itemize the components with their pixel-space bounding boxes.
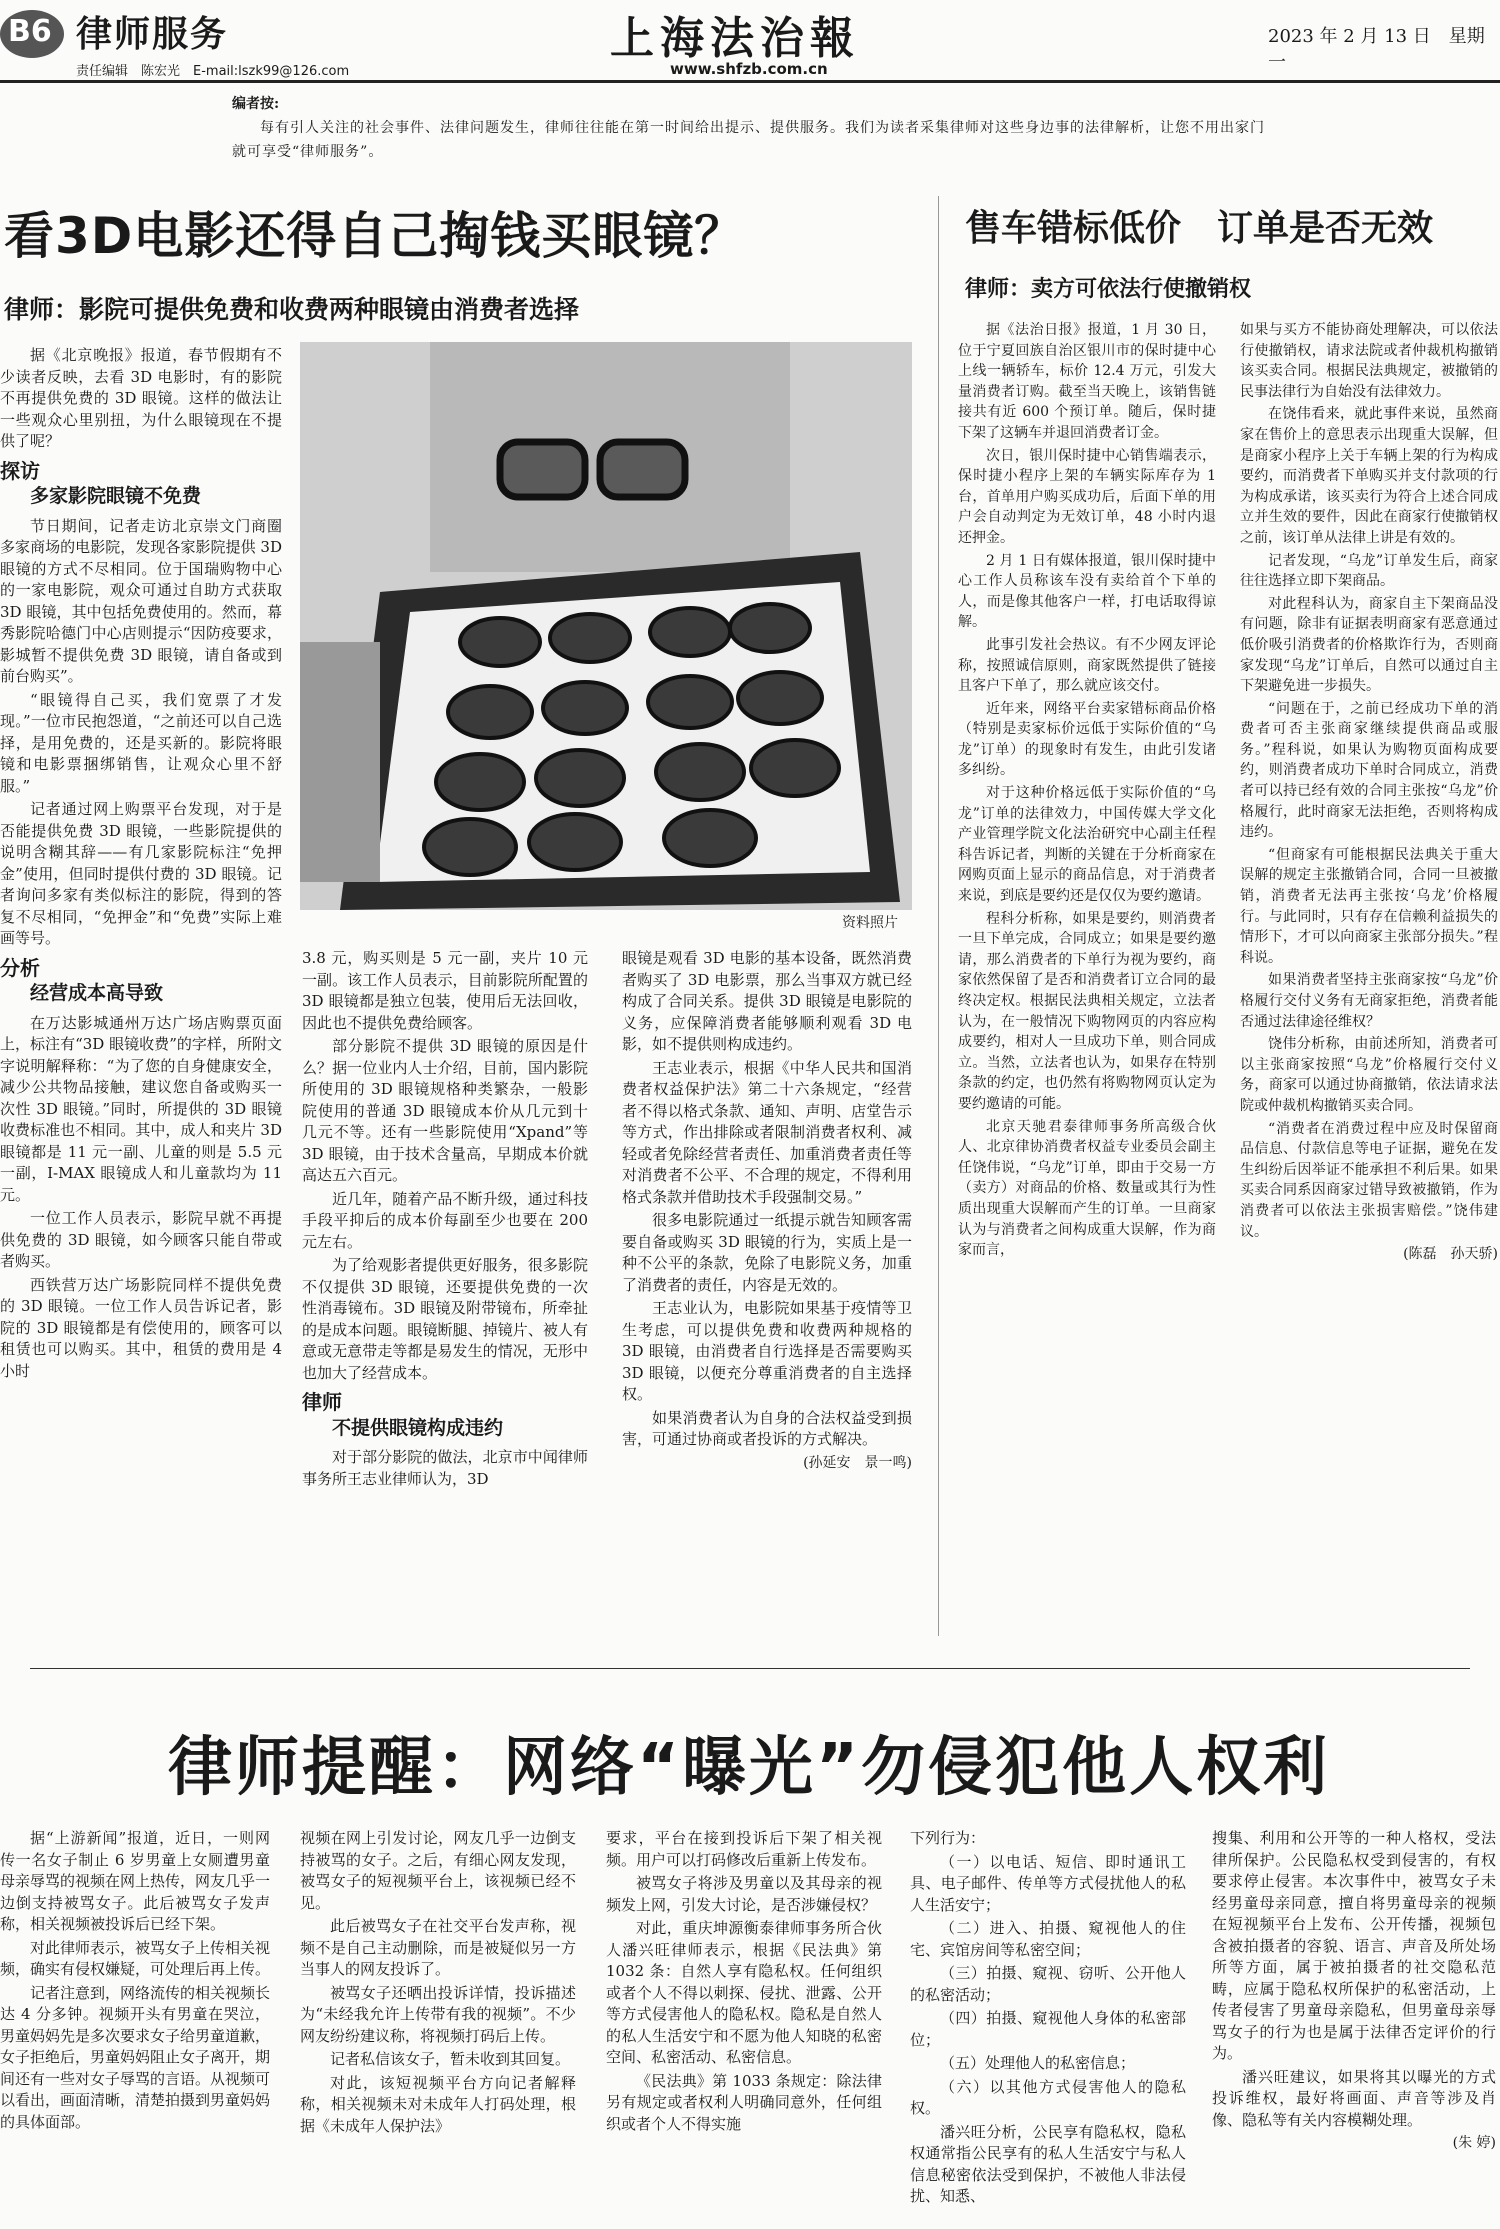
page-number: B6 (8, 14, 52, 49)
paragraph: 近几年，随着产品不断升级，通过科技手段平抑后的成本价每副至少也要在 200 元左右。 (302, 1189, 588, 1251)
paper-name: 上海法治報 (610, 13, 860, 64)
paragraph: 为了给观影者提供更好服务，很多影院不仅提供 3D 眼镜，还要提供免费的一次性消毒镜布。3D 眼镜及附带镜布，所牵扯的是成本问题。眼镜断腿、掉镜片、被人有意或无意带走等都是易发生的情况，无形中也加大了经营成本。 (302, 1256, 588, 1382)
paragraph: 被骂女子还晒出投诉详情，投诉描述为“未经我允许上传带有我的视频”。不少网友纷纷建议称，将视频打码后上传。 (300, 1983, 576, 2045)
paragraph: 在饶伟看来，就此事件来说，虽然商家在售价上的意思表示出现重大误解，但是商家小程序上关于车辆上架的行为构成要约，而消费者下单购买并支付款项的行为构成承诺，该买卖行为符合上述合同成立并生效的要件，因此在商家行使撤销权之前，该订单从法律上讲是有效的。 (1240, 406, 1498, 546)
paragraph: 视频在网上引发讨论，网友几乎一边倒支持被骂的女子。之后，有细心网友发现，被骂女子的短视频平台上，该视频已经不见。 (300, 1829, 576, 1912)
paragraph: （六）以其他方式侵害他人的隐私权。 (910, 2077, 1186, 2117)
article1-headline: 看3D电影还得自己掏钱买眼镜？ (4, 207, 746, 265)
masthead-rule (0, 80, 1500, 83)
paragraph: 潘兴旺建议，如果将其以曝光的方式投诉维权，最好将画面、声音等涉及肖像、隐私等有关内容模糊处理。 (1212, 2067, 1496, 2129)
article3-headline: 律师提醒：网络“曝光”勿侵犯他人权利 (168, 1731, 1331, 1805)
paragraph: 次日，银川保时捷中心销售端表示，保时捷小程序上架的车辆实际库存为 1 台，首单用户购买成功后，后面下单的用户会自动判定为无效订单，48 小时内退还押金。 (958, 447, 1216, 546)
article1-subhead: 律师：影院可提供免费和收费两种眼镜由消费者选择 (4, 295, 580, 324)
article1-column-2 (302, 948, 588, 1492)
paragraph: 部分影院不提供 3D 眼镜的原因是什么？据一位业内人士介绍，目前，国内影院所使用的 3D 眼镜规格种类繁杂，一般影院使用的普通 3D 眼镜成本价从几元到十几元不等。还有一些影院使用“Xpand”等 3D 眼镜，由于技术含量高，早期成本价就高达五六百元。 (302, 1037, 588, 1184)
paragraph: （五）处理他人的私密信息； (940, 2054, 1136, 2072)
paragraph: （二）进入、拍摄、窥视他人的住宅、宾馆房间等私密空间； (910, 1919, 1186, 1959)
paragraph: 据《法治日报》报道，1 月 30 日，位于宁夏回族自治区银川市的保时捷中心上线一辆轿车，标价 12.4 万元，引发大量消费者订购。截至当天晚上，该销售链接共有近 600 个预订单。随后，保时捷下架了这辆车并退回消费者订金。 (958, 322, 1216, 441)
section-title: 律师服务 (76, 14, 229, 55)
paragraph: 下列行为： (910, 1829, 986, 1847)
paragraph: 3.8 元，购买则是 5 元一副，夹片 10 元一副。该工作人员表示，目前影院所配置的 3D 眼镜都是独立包装，使用后无法回收，因此也不提供免费给顾客。 (302, 949, 588, 1032)
byline: (陈磊 孙天骄) (1403, 1246, 1498, 1263)
article1-column-1 (0, 345, 282, 1384)
paragraph: 对此律师表示，被骂女子上传相关视频，确实有侵权嫌疑，可处理后再上传。 (0, 1938, 271, 1978)
paragraph: 对此，该短视频平台方向记者解释称，相关视频未对未成年人打码处理，根据《未成年人保护法》 (300, 2073, 576, 2135)
paragraph: 很多电影院通过一纸提示就告知顾客需要自备或购买 3D 眼镜的行为，实质上是一种不公平的条款，免除了电影院义务，加重了消费者的责任，内容是无效的。 (622, 1211, 912, 1294)
section-subheading: 不提供眼镜构成违约 (332, 1416, 504, 1439)
paragraph: 如果与买方不能协商处理解决，可以依法行使撤销权，请求法院或者仲裁机构撤销该买卖合同。根据民法典规定，被撤销的民事法律行为自始没有法律效力。 (1240, 322, 1498, 400)
paragraph: （三）拍摄、窥视、窃听、公开他人的私密活动； (910, 1964, 1186, 2004)
paragraph: 潘兴旺分析，公民享有隐私权，隐私权通常指公民享有的私人生活安宁与私人信息秘密依法受到保护，不被他人非法侵扰、知悉、 (910, 2122, 1186, 2205)
article3-column-1 (0, 1828, 270, 2135)
paragraph: “眼镜得自己买，我们宽票了才发现。”一位市民抱怨道，“之前还可以自己选择，是用免费的，还是买新的。影院将眼镜和电影票捆绑销售，让观众心里不舒服。” (0, 690, 282, 795)
editor-note (232, 92, 1272, 164)
article3-column-4 (910, 1828, 1186, 2210)
paragraph: 王志业认为，电影院如果基于疫情等卫生考虑，可以提供免费和收费两种规格的 3D 眼镜，由消费者自行选择是否需要购买 3D 眼镜，以便充分尊重消费者的自主选择权。 (622, 1299, 912, 1403)
paragraph: 记者私信该女子，暂未收到其回复。 (330, 2050, 571, 2068)
editor-note-text: 每有引人关注的社会事件、法律问题发生，律师往往能在第一时间给出提示、提供服务。我们为读者采集律师对这些身边事的法律解析，让您不用出家门就可享受“律师服务”。 (232, 120, 1265, 160)
paragraph: 在万达影城通州万达广场店购票页面上，标注有“3D 眼镜收费”的字样，所附文字说明解释称：“为了您的自身健康安全，减少公共物品接触，建议您自备或购买一次性 3D 眼镜。”同时，所提供的 3D 眼镜收费标准也不相同。其中，成人和夹片 3D 眼镜都是 11 元一副、儿童的则是 5.5 元一副，I-MAX 眼镜成人和儿童款均为 11 元。 (0, 1013, 282, 1204)
paragraph: 如果消费者坚持主张商家按“乌龙”价格履行交付义务有无商家拒绝，消费者能否通过法律途径维权？ (1240, 972, 1498, 1030)
paragraph: 近年来，网络平台卖家错标商品价格（特别是卖家标价远低于实际价值的“乌龙”订单）的现象时有发生，由此引发诸多纠纷。 (958, 700, 1216, 779)
paragraph: 搜集、利用和公开等的一种人格权，受法律所保护。公民隐私权受到侵害的，有权要求停止侵害。本次事件中，被骂女子未经男童母亲同意，擅自将男童母亲的视频在短视频平台上发布、公开传播，视频包含被拍摄者的容貌、语言、声音及所处场所等方面，属于被拍摄者的社交隐私范畴，应属于隐私权所保护的私密活动，上传者侵害了男童母亲隐私，但男童母亲辱骂女子的行为也是属于法律否定评价的行为。 (1212, 1829, 1496, 2062)
paragraph: 被骂女子将涉及男童以及其母亲的视频发上网，引发大讨论，是否涉嫌侵权？ (606, 1874, 882, 1914)
paragraph: “消费者在消费过程中应及时保留商品信息、付款信息等电子证据，避免在发生纠纷后因举证不能承担不利后果。如果买卖合同系因商家过错导致被撤销，作为消费者可以依法主张损害赔偿。”饶伟建议。 (1240, 1120, 1498, 1240)
paragraph: “但商家有可能根据民法典关于重大误解的规定主张撤销合同，合同一旦被撤销，消费者无法再主张按‘乌龙’价格履行。与此同时，只有存在信赖利益损失的情形下，才可以向商家主张部分损失。”程科说。 (1240, 846, 1498, 966)
paragraph: 对此程科认为，商家自主下架商品没有问题，除非有证据表明商家有恶意通过低价吸引消费者的价格欺诈行为，否则商家发现“乌龙”订单后，自然可以通过自主下架避免进一步损失。 (1240, 595, 1498, 695)
paragraph: 据《北京晚报》报道，春节假期有不少读者反映，去看 3D 电影时，有的影院不再提供免费的 3D 眼镜。这样的做法让一些观众心里别扭，为什么眼镜现在不提供了呢？ (0, 346, 282, 450)
section-heading: 分析 (0, 955, 40, 980)
paragraph: 如果消费者认为自身的合法权益受到损害，可通过协商或者投诉的方式解决。 (622, 1408, 912, 1448)
paragraph: 此事引发社会热议。有不少网友评论称，按照诚信原则，商家既然提供了链接且客户下单了，那么就应该交付。 (958, 636, 1216, 695)
paragraph: 程科分析称，如果是要约，则消费者一旦下单完成，合同成立；如果是要约邀请，那么消费者的下单行为视为要约，商家依然保留了是否和消费者订立合同的最终决定权。根据民法典相关规定，立法者认为，在一般情况下购物网页的内容应构成要约，相对人一旦成功下单，则合同成立。当然，立法者也认为，如果存在特别条款的约定，也仍然有将购物网页认定为要约邀请的可能。 (958, 910, 1216, 1112)
paragraph: 对此，重庆坤源衡泰律师事务所合伙人潘兴旺律师表示，根据《民法典》第 1032 条：自然人享有隐私权。任何组织或者个人不得以刺探、侵扰、泄露、公开等方式侵害他人的隐私权。隐私是自然人的私人生活安宁和不愿为他人知晓的私密空间、私密活动、私密信息。 (606, 1919, 882, 2066)
column-divider (938, 196, 939, 1636)
editor-line: 责任编辑 陈宏光 E-mail:lszk99@126.com (76, 64, 350, 79)
paragraph: 眼镜是观看 3D 电影的基本设备，既然消费者购买了 3D 电影票，那么当事双方就已经构成了合同关系。提供 3D 眼镜是电影院的义务，应保障消费者能够顺利观看 3D 电影，如不提供则构成违约。 (622, 949, 912, 1053)
article2-headline: 售车错标低价 订单是否无效 (965, 208, 1434, 249)
paragraph: 记者通过网上购票平台发现，对于是否能提供免费 3D 眼镜，一些影院提供的说明含糊其辞——有几家影院标注“免押金”使用，但同时提供付费的 3D 眼镜。记者询问多家有类似标注的影院，得到的答复不尽相同，“免押金”和“免费”实际上难画等号。 (0, 800, 282, 947)
section-subheading: 多家影院眼镜不免费 (30, 485, 202, 507)
paragraph: （四）拍摄、窥视他人身体的私密部位； (910, 2009, 1186, 2049)
article3-column-3 (606, 1828, 882, 2137)
page-badge (0, 8, 64, 60)
paragraph: 一位工作人员表示，影院早就不再提供免费的 3D 眼镜，如今顾客只能自带或者购买。 (0, 1209, 282, 1270)
paragraph: 《民法典》第 1033 条规定：除法律另有规定或者权利人明确同意外，任何组织或者个人不得实施 (606, 2071, 882, 2133)
article2-column-1 (958, 320, 1216, 1263)
article2-subhead: 律师：卖方可依法行使撤销权 (965, 277, 1252, 302)
paragraph: （一）以电话、短信、即时通讯工具、电子邮件、传单等方式侵扰他人的私人生活安宁； (910, 1852, 1186, 1914)
photo-caption: 资料照片 (842, 915, 898, 931)
byline: (朱 婷) (1452, 2135, 1496, 2151)
section-heading: 探访 (0, 458, 40, 483)
paragraph: 对于这种价格远低于实际价值的“乌龙”订单的法律效力，中国传媒大学文化产业管理学院文化法治研究中心副主任程科告诉记者，判断的关键在于分析商家在网购页面上显示的商品信息，对于消费者来说，到底是要约还是仅仅为要约邀请。 (958, 785, 1216, 905)
paragraph: 节日期间，记者走访北京崇文门商圈多家商场的电影院，发现各家影院提供 3D 眼镜的方式不尽相同。位于国瑞购物中心的一家电影院，观众可通过自助方式获取 3D 眼镜，其中包括免费使用的。然而，幕秀影院哈德门中心店则提示“因防疫要求，影城暂不提供免费 3D 眼镜，请自备或到前台购买”。 (0, 516, 282, 685)
section-heading: 律师 (302, 1390, 342, 1414)
paragraph: 饶伟分析称，由前述所知，消费者可以主张商家按照“乌龙”价格履行交付义务，商家可以通过协商撤销，依法请求法院或仲裁机构撤销买卖合同。 (1240, 1036, 1498, 1114)
paragraph: 记者注意到，网络流传的相关视频长达 4 分多钟。视频开头有男童在哭泣，男童妈妈先是多次要求女子给男童道歉，女子拒绝后，男童妈妈阻止女子离开，期间还有一些对女子辱骂的言语。从视频可以看出，画面清晰，清楚拍摄到男童妈妈的具体面部。 (0, 1983, 271, 2131)
paragraph: 北京天驰君泰律师事务所高级合伙人、北京律协消费者权益专业委员会副主任饶伟说，“乌龙”订单，即由于交易一方（卖方）对商品的价格、数量或其行为性质出现重大误解而产生的订单。一旦商家认为与消费者之间构成重大误解，作为商家而言， (958, 1118, 1216, 1259)
article1-photo (300, 342, 912, 910)
paragraph: 西铁营万达广场影院同样不提供免费的 3D 眼镜。一位工作人员告诉记者，影院的 3D 眼镜都是有偿使用的，顾客可以租赁也可以购买。其中，租赁的费用是 4 小时 (0, 1275, 282, 1380)
editor-note-label: 编者按: (232, 96, 280, 112)
issue-date: 2023 年 2 月 13 日 星期一 (1268, 26, 1485, 73)
section-divider (30, 1668, 1470, 1669)
website: www.shfzb.com.cn (670, 60, 828, 78)
article2-column-2 (1240, 320, 1498, 1267)
paragraph: 据“上游新闻”报道，近日，一则网传一名女子制止 6 岁男童上女厕遭男童母亲辱骂的视频在网上热传，网友几乎一边倒支持被骂女子。此后被骂女子发声称，相关视频被投诉后已经下架。 (0, 1829, 271, 1933)
article3-column-2 (300, 1828, 576, 2139)
paragraph: 要求，平台在接到投诉后下架了相关视频。用户可以打码修改后重新上传发布。 (606, 1829, 882, 1869)
paragraph: 记者发现，“乌龙”订单发生后，商家往往选择立即下架商品。 (1240, 552, 1498, 590)
article1-column-3 (622, 948, 912, 1476)
paragraph: 此后被骂女子在社交平台发声称，视频不是自己主动删除，而是被疑似另一方当事人的网友投诉了。 (300, 1917, 576, 1978)
paragraph: 王志业表示，根据《中华人民共和国消费者权益保护法》第二十六条规定，“经营者不得以格式条款、通知、声明、店堂告示等方式，作出排除或者限制消费者权利、减轻或者免除经营者责任、加重消费者责任等对消费者不公平、不合理的规定，不得利用格式条款并借助技术手段强制交易。” (622, 1058, 912, 1206)
byline: (孙延安 景一鸣) (803, 1454, 912, 1471)
paragraph: 2 月 1 日有媒体报道，银川保时捷中心工作人员称该车没有卖给首个下单的人，而是像其他客户一样，打电话取得谅解。 (958, 552, 1216, 631)
paragraph: 对于部分影院的做法，北京市中闻律师事务所王志业律师认为，3D (302, 1448, 588, 1488)
section-subheading: 经营成本高导致 (30, 982, 164, 1004)
paragraph: “问题在于，之前已经成功下单的消费者可否主张商家继续提供商品或服务。”程科说，如果认为购物页面构成要约，则消费者成功下单时合同成立，消费者可以持已经有效的合同主张按“乌龙”价格履行，此时商家无法拒绝，否则将构成违约。 (1240, 700, 1498, 841)
article3-column-5 (1212, 1828, 1496, 2157)
